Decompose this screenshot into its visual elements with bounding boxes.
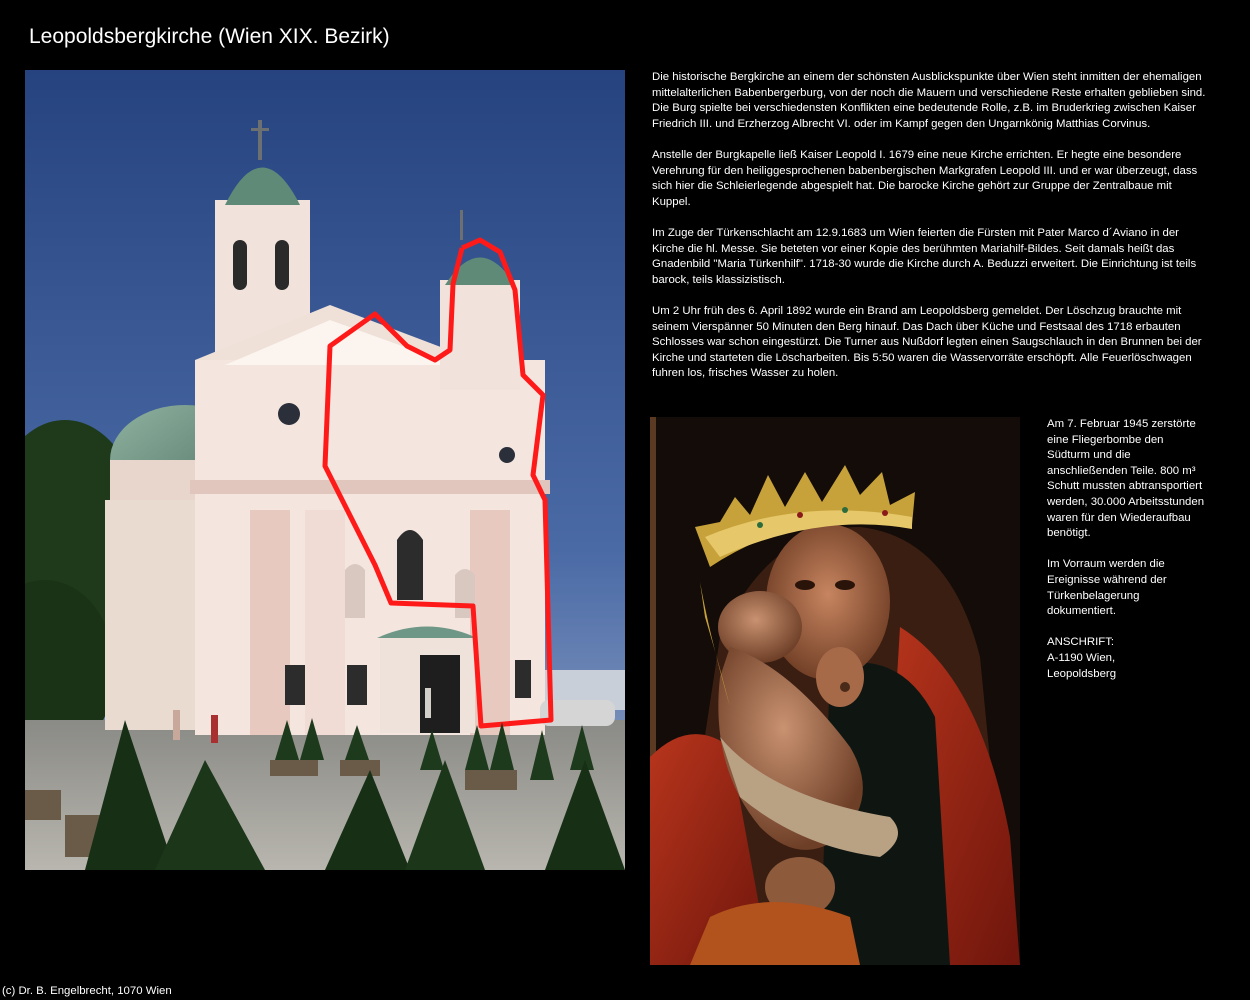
address-block [1047, 635, 1207, 682]
paragraph-vorraum: Im Vorraum werden die Ereignisse während der Türkenbelagerung dokumentiert. [1047, 558, 1167, 618]
side-text [1047, 417, 1207, 698]
paragraph-leopold: Anstelle der Burgkapelle ließ Kaiser Leopold I. 1679 eine neue Kirche errichten. Er hegte eine besondere Verehrung für den heiliggesprochenen babenbergischen Markgrafen Leopold III. und er war überzeugt, dass sich hier die Schleierlegende abgespielt hat. Die barocke Kirche gehört zur Gruppe der Zentralbaue mit Kuppel. [652, 148, 1198, 208]
address-label: ANSCHRIFT: [1047, 636, 1115, 649]
main-text [652, 70, 1212, 397]
page-title: Leopoldsbergkirche (Wien XIX. Bezirk) [29, 25, 390, 48]
paragraph-history: Die historische Bergkirche an einem der schönsten Ausblickspunkte über Wien steht inmitten der ehemaligen mittelalterlichen Babenbergerburg, von der noch die Mauern und verschiedene Reste erhalten geblieben sind. Die Burg spielte bei verschiedensten Konflikten eine bedeutende Rolle, z.B. im Bruderkrieg zwischen Kaiser Friedrich III. und Erzherzog Albrecht VI. oder im Kampf gegen den Ungarnkönig Matthias Corvinus. [652, 71, 1206, 130]
paragraph-bombe: Am 7. Februar 1945 zerstörte eine Fliegerbombe den Südturm und die anschließenden Teile. 800 m³ Schutt mussten abtransportiert werden, 30.000 Arbeitsstunden waren für den Wiederaufbau benötigt. [1047, 418, 1205, 540]
madonna-painting [650, 417, 1020, 965]
church-photo [25, 70, 625, 870]
paragraph-brand: Um 2 Uhr früh des 6. April 1892 wurde ein Brand am Leopoldsberg gemeldet. Der Löschzug brauchte mit seinem Vierspänner 50 Minuten den Berg hinauf. Das Dach über Küche und Festsaal des 1718 erbauten Schlosses war schon eingestürzt. Die Turner aus Nußdorf legten einen Saugschlauch in den Brunnen bei der Kirche und starteten die Löscharbeiten. Bis 5:50 waren die Wasservorräte erschöpft. Alle Feuerlöschwagen fuhren los, frisches Wasser zu holen. [652, 304, 1202, 380]
address-city: A-1190 Wien, [1047, 651, 1116, 664]
copyright-notice: (c) Dr. B. Engelbrecht, 1070 Wien [2, 985, 172, 997]
address-place: Leopoldsberg [1047, 667, 1117, 680]
paragraph-tuerkenschlacht: Im Zuge der Türkenschlacht am 12.9.1683 um Wien feierten die Fürsten mit Pater Marco d´Aviano in der Kirche die hl. Messe. Sie beteten vor einer Kopie des berühmten Mariahilf-Bildes. Seit damals heißt das Gnadenbild "Maria Türkenhilf". 1718-30 wurde die Kirche durch A. Beduzzi erweitert. Die Einrichtung ist teils barock, teils klassizistisch. [652, 226, 1197, 286]
